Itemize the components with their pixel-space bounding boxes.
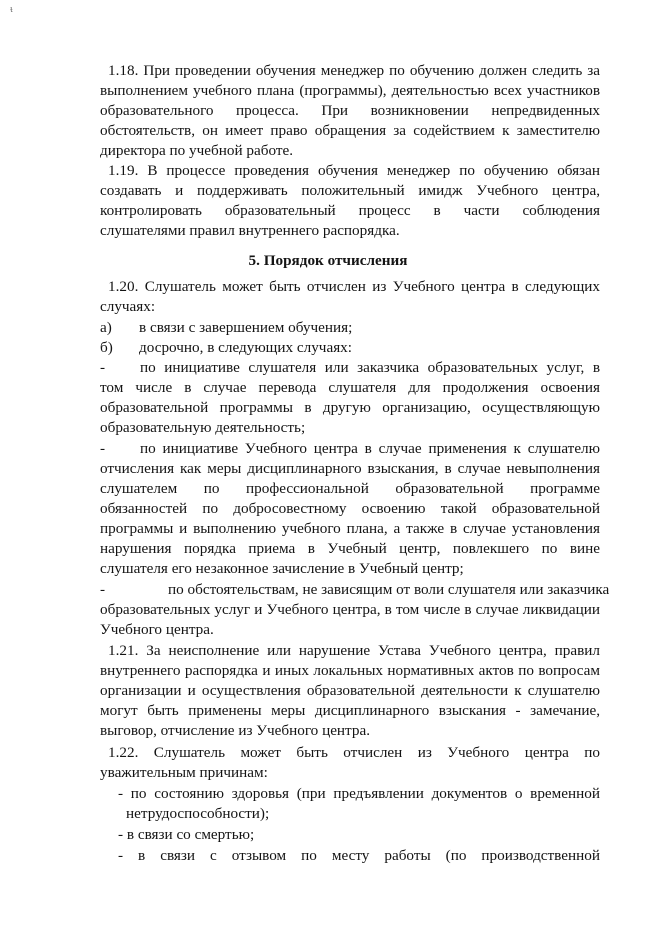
sub-item-line: том числе в случае перевода слушателя для продолжения освоения — [100, 379, 600, 396]
sub-item-line: нарушения порядка приема в Учебный центр, повлекшего по вине — [100, 540, 600, 557]
list-label-b: б) — [100, 339, 113, 356]
sub-item-line: Учебного центра. — [100, 621, 214, 638]
para-1-19-line: контролировать образовательный процесс в части соблюдения — [100, 202, 600, 219]
dash-marker: - — [100, 440, 106, 457]
sub-item-line: по обстоятельствам, не зависящим от воли слушателя или заказчика — [168, 581, 610, 598]
reason-item-line: нетрудоспособности); — [126, 805, 270, 822]
para-1-18-line: директора по учебной работе. — [100, 142, 294, 159]
sub-item-line: отчисления как меры дисциплинарного взыскания, в случае невыполнения — [100, 460, 600, 477]
dash-marker: - — [100, 359, 106, 376]
para-1-22-line: уважительным причинам: — [100, 764, 268, 781]
para-1-18-line: образовательного процесса. При возникновении непредвиденных — [100, 102, 600, 119]
sub-item-line: по инициативе Учебного центра в случае применения к слушателю — [140, 440, 600, 457]
section-heading: 5. Порядок отчисления — [248, 252, 408, 269]
reason-item-line: - в связи со смертью; — [118, 826, 255, 843]
reason-item-line: - по состоянию здоровья (при предъявлении документов о временной — [118, 785, 600, 802]
para-1-18-line: 1.18. При проведении обучения менеджер по обучению должен следить за — [108, 62, 600, 79]
sub-item-line: образовательной программы в другую организацию, осуществляющую — [100, 399, 600, 416]
sub-item-line: по инициативе слушателя или заказчика образовательных услуг, в — [140, 359, 600, 376]
para-1-21-line: внутреннего распорядка и иных локальных нормативных актов по вопросам — [100, 662, 600, 679]
para-1-21-line: 1.21. За неисполнение или нарушение Устава Учебного центра, правил — [108, 642, 600, 659]
list-label-a: а) — [100, 319, 112, 336]
sub-item-line: обязанностей по добросовестному освоению такой образовательной — [100, 500, 600, 517]
sub-item-line: образовательную деятельность; — [100, 419, 306, 436]
para-1-18-line: обстоятельств, он имеет право обращения за содействием к заместителю — [100, 122, 600, 139]
dash-marker: - — [100, 581, 106, 598]
sub-item-line: слушателя его незаконное зачисление в Учебный центр; — [100, 560, 464, 577]
list-item-b: досрочно, в следующих случаях: — [139, 339, 352, 356]
para-1-21-line: организации и осуществления образовательной деятельности к слушателю — [100, 682, 600, 699]
para-1-18-line: выполнением учебного плана (программы), деятельностью всех участников — [100, 82, 600, 99]
para-1-21-line: могут быть применены меры дисциплинарного взыскания - замечание, — [100, 702, 600, 719]
sub-item-line: образовательных услуг и Учебного центра, в том числе в случае ликвидации — [100, 601, 600, 618]
sub-item-line: программы и выполнению учебного плана, а также в случае установления — [100, 520, 600, 537]
sub-item-line: слушателем по профессиональной образовательной программе — [100, 480, 600, 497]
reason-item-line: - в связи с отзывом по месту работы (по производственной — [118, 847, 600, 864]
para-1-19-line: создавать и поддерживать положительный имидж Учебного центра, — [100, 182, 600, 199]
para-1-19-line: 1.19. В процессе проведения обучения менеджер по обучению обязан — [108, 162, 600, 179]
para-1-20-line: 1.20. Слушатель может быть отчислен из Учебного центра в следующих — [108, 278, 600, 295]
para-1-21-line: выговор, отчисление из Учебного центра. — [100, 722, 371, 739]
para-1-19-line: слушателями правил внутреннего распорядка. — [100, 222, 400, 239]
para-1-22-line: 1.22. Слушатель может быть отчислен из Учебного центра по — [108, 744, 600, 761]
corner-mark: ᵼ — [10, 4, 13, 15]
para-1-20-line: случаях: — [100, 298, 156, 315]
list-item-a: в связи с завершением обучения; — [139, 319, 353, 336]
